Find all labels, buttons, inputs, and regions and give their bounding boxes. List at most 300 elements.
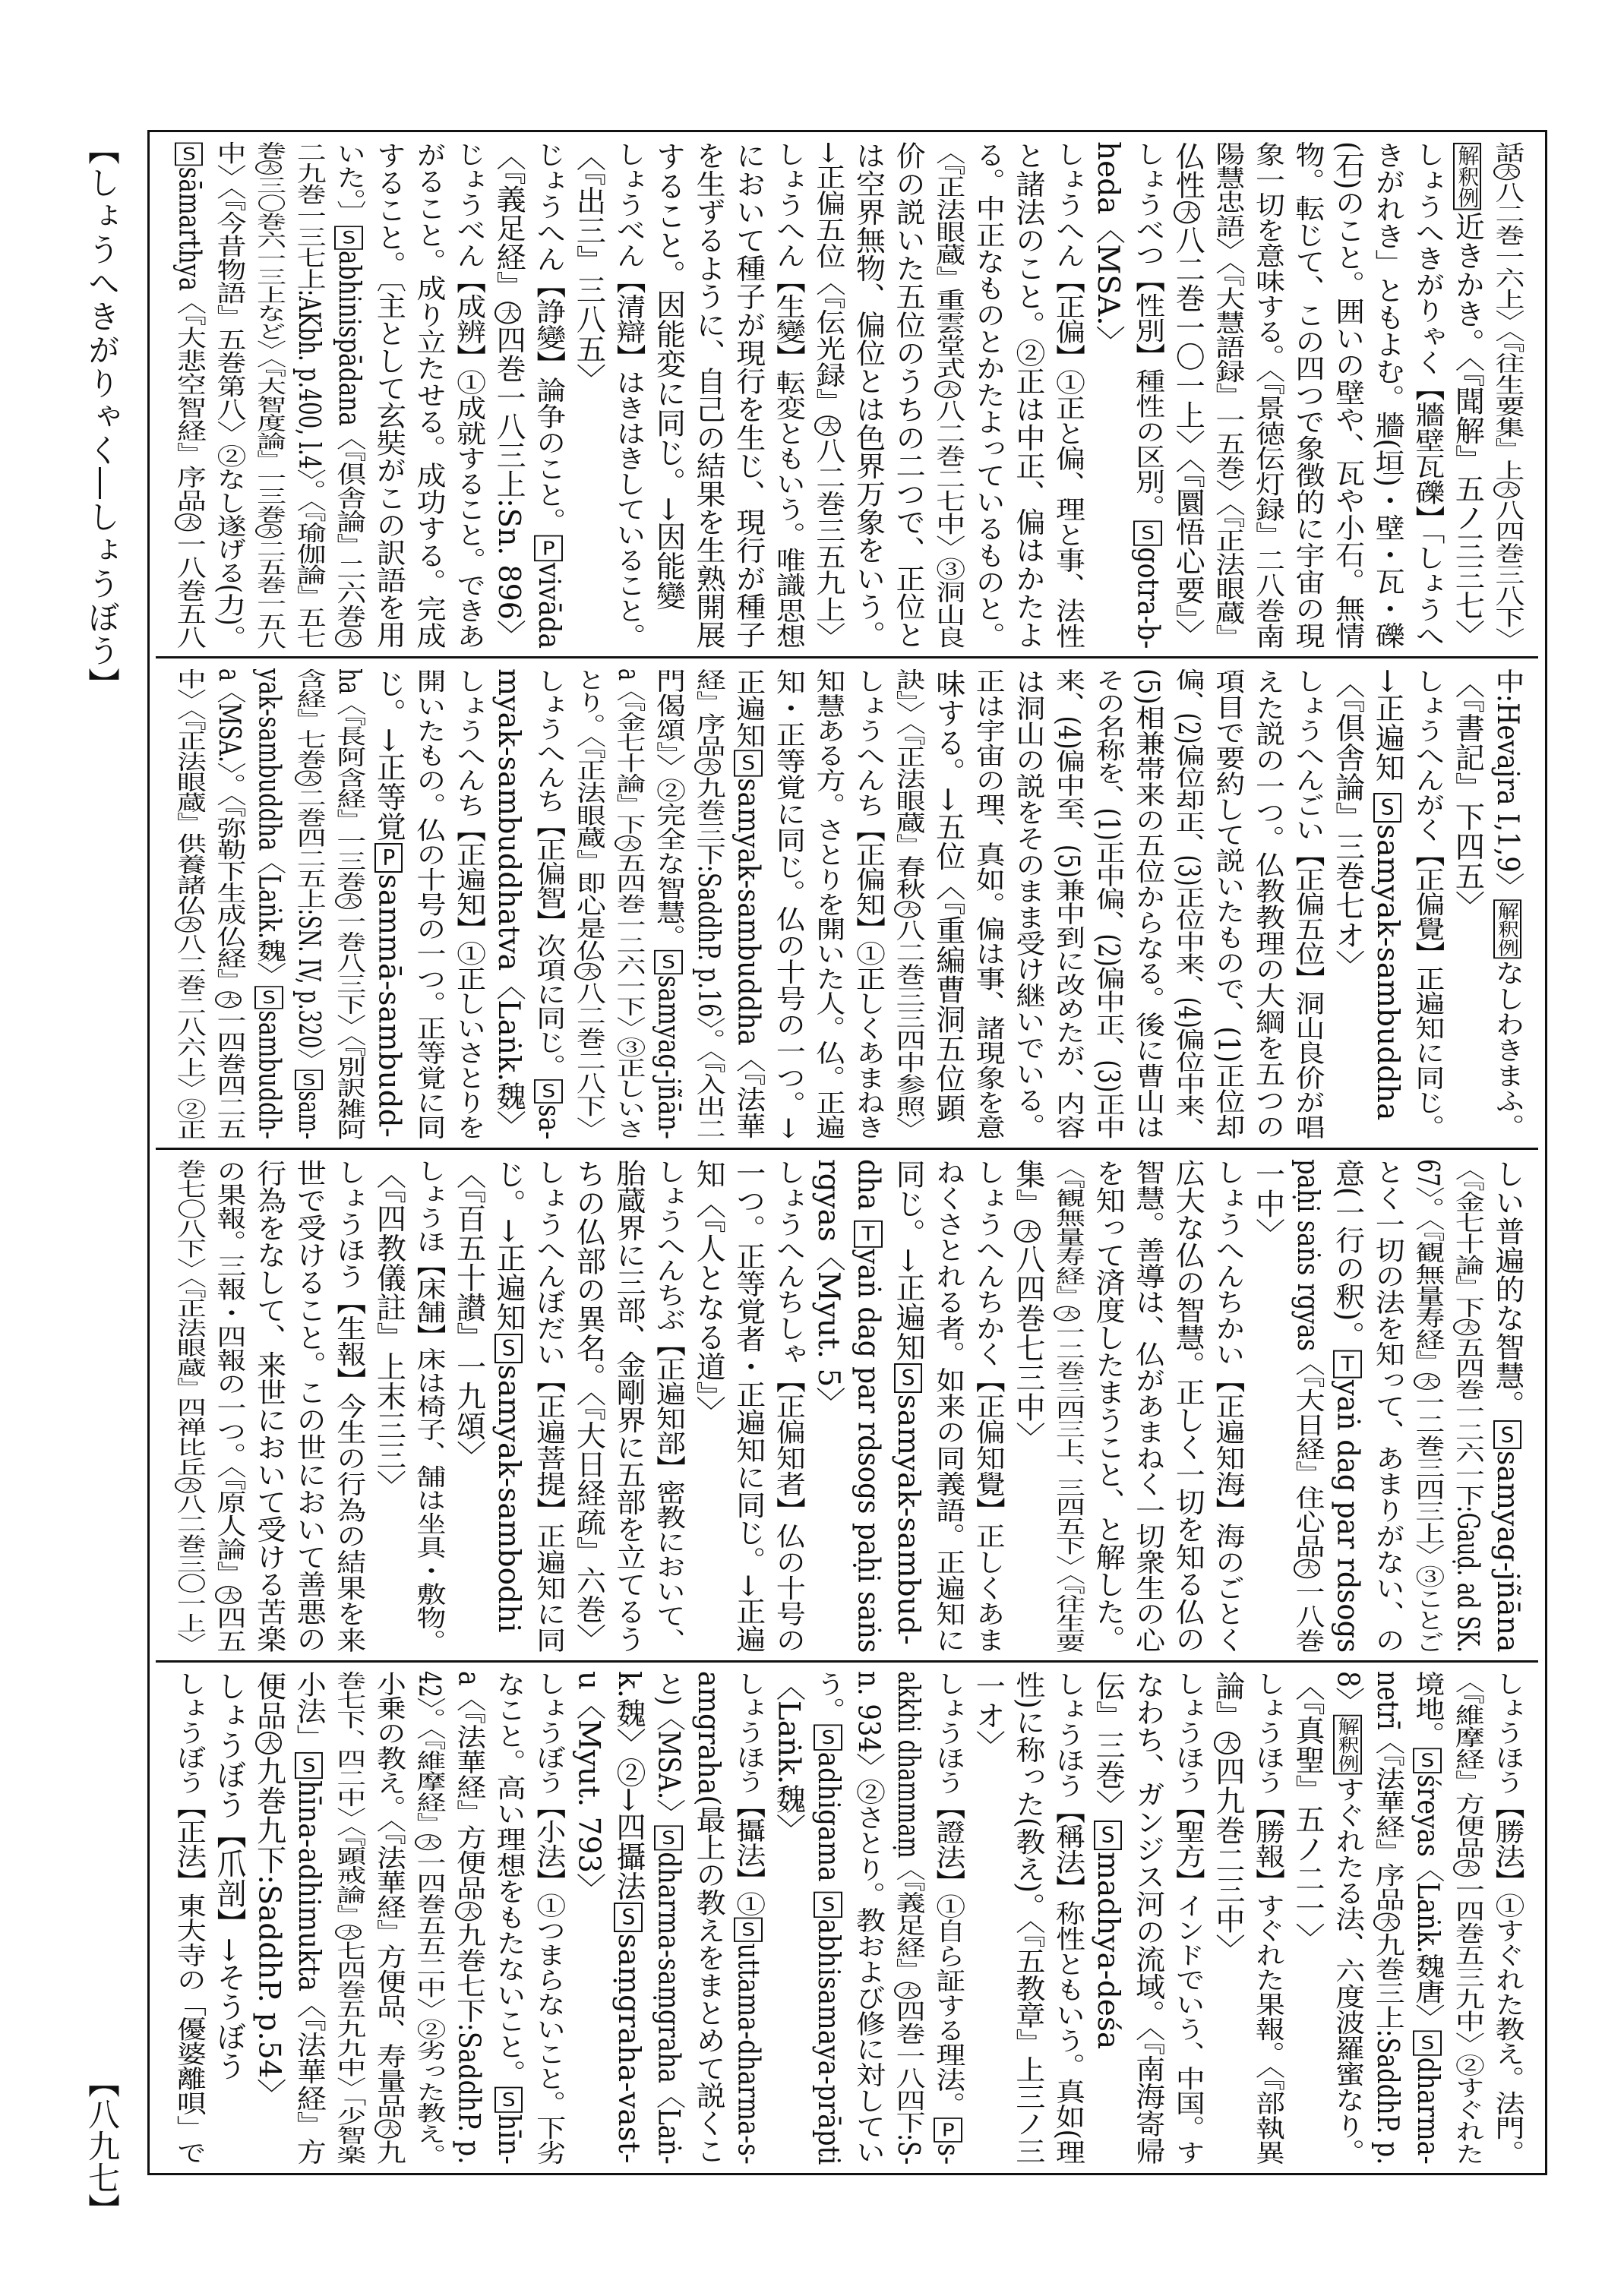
taisho-mark-icon: 大: [335, 893, 362, 909]
line-text: 〈『真聖』五ノ二一〉: [1291, 1671, 1325, 1953]
line-text: samyag-jñāna: [1490, 1450, 1524, 1653]
text-line: [1287, 1671, 1327, 2165]
taisho-mark-icon: 大: [415, 1834, 441, 1850]
line-text: 八二巻二八六上〉②正: [172, 933, 207, 1139]
text-line: [888, 141, 928, 649]
text-line: [1047, 1159, 1088, 1653]
line-text: yak-sambuddha〈Laṅk.魏〉: [251, 668, 286, 985]
text-line: [648, 668, 688, 1139]
text-line: [1287, 141, 1327, 649]
taisho-mark-icon: 大: [814, 415, 841, 436]
text-line: [408, 141, 448, 649]
text-line: [248, 668, 289, 1139]
taisho-mark-icon: 大: [1414, 1373, 1440, 1390]
line-text: rgyas〈Myut. 5〉: [810, 1159, 845, 1417]
text-line: [807, 1671, 848, 2165]
text-line: [248, 1159, 289, 1653]
language-marker-badge: T: [854, 1221, 882, 1248]
line-text: しょうほう【勝報】すぐれた果報。〈『部執異: [1250, 1671, 1285, 2165]
line-text: と)〈MSA.〉: [651, 1671, 686, 1825]
text-line: [888, 1159, 928, 1653]
line-text: とり。〈『正法眼蔵』即心是仏: [571, 668, 606, 962]
line-text: 〈『書記』下四五〉: [1450, 668, 1485, 921]
line-text: えた説の一つ。仏教教理の大綱を五つの: [1250, 668, 1285, 1139]
text-line: [1007, 1159, 1047, 1653]
text-line: [807, 1159, 848, 1653]
line-text: なこと。高い理想をもたないこと。: [491, 1671, 526, 2086]
text-line: [1047, 668, 1088, 1139]
line-text: 性)に称った(教え)。〈『五教章』上三ノ三: [1010, 1671, 1045, 2165]
text-line: [1447, 1159, 1487, 1653]
text-line: [1447, 141, 1487, 649]
tier-divider: [156, 1148, 1538, 1150]
text-line: [1167, 1671, 1208, 2165]
text-line: [368, 1671, 409, 2165]
language-marker-badge: S: [295, 1752, 323, 1779]
text-line: [289, 141, 329, 649]
line-text: 八二巻一〇一上〉〈『圜悟心要』〉: [1171, 225, 1205, 649]
line-text: きがれき」ともよむ。牆(垣)・壁・瓦・礫: [1370, 141, 1405, 649]
line-text: 広大な仏の智慧。正しく一切を知る仏の: [1171, 1159, 1205, 1653]
dictionary-tier-2: [160, 668, 1527, 1139]
text-line: [208, 1671, 248, 2165]
text-line: [688, 141, 728, 649]
dictionary-tier-1: [160, 141, 1527, 649]
line-text: 四九巻二三中〉: [1210, 1756, 1245, 1964]
line-text: hīn-: [491, 2114, 526, 2165]
line-text: しょうへんちかく【正偏知覺】正しくあま: [971, 1159, 1006, 1653]
line-text: 智慧。善導は、仏があまねく一切衆生の心: [1130, 1159, 1165, 1653]
text-line: [169, 1671, 209, 2165]
line-text: a〈『法華経』方便品: [451, 1671, 486, 1900]
text-line: [568, 668, 608, 1139]
line-text: 象一切を意味する。〈『景徳伝灯録』二八巻南: [1250, 141, 1285, 649]
text-line: [648, 1671, 688, 2165]
text-line: [608, 141, 648, 649]
text-line: [968, 1159, 1008, 1653]
line-text: 巻七下、四二中〉〈『顕戒論』: [331, 1671, 366, 1924]
line-text: しょうへんちぶ【正遍知部】密教において、: [651, 1159, 686, 1653]
line-text: 〈『四教儀註』上末三三〉: [371, 1159, 406, 1500]
text-line: [488, 668, 529, 1139]
line-text: 五四巻一二六一下:Gauḍ. ad SK.: [1450, 1336, 1485, 1653]
line-text: その名称を、(1)正中偏、(2)偏中正、(3)正中: [1091, 668, 1126, 1139]
text-line: [1447, 1671, 1487, 2165]
line-text: 一四巻五三九中〉②すぐれた: [1450, 1877, 1485, 2165]
text-line: [1127, 1671, 1167, 2165]
text-line: [728, 1671, 768, 2165]
line-text: 二巻四二五上:SN. IV, p.320〉: [292, 787, 327, 1069]
text-line: [1047, 1671, 1088, 2165]
line-text: uttama-dharma-s-: [731, 1943, 766, 2165]
line-text: しょうへんち【正偏智】次項に同じ。: [531, 668, 566, 1078]
text-line: [1487, 141, 1527, 649]
line-text: samyak-sambuddha〈『法華: [731, 778, 766, 1139]
line-text: じ。→正遍知: [491, 1159, 526, 1332]
line-text: 知〈『人となる道』〉: [691, 1159, 726, 1426]
language-marker-badge: S: [1413, 1748, 1441, 1773]
line-text: ha〈『長阿含経』一三巻: [331, 668, 366, 892]
line-text: 来、(4)偏中至、(5)兼中到に改めたが、内容: [1051, 668, 1085, 1139]
text-line: [169, 141, 209, 649]
taisho-mark-icon: 大: [1214, 1732, 1240, 1754]
line-text: 伝』三巻〉: [1091, 1671, 1126, 1819]
line-text: dha: [851, 1159, 886, 1219]
text-line: [328, 668, 368, 1139]
text-line: [528, 668, 568, 1139]
text-line: [448, 1671, 488, 2165]
text-line: [1007, 668, 1047, 1139]
text-line: [1407, 1671, 1447, 2165]
line-text: 行為をなして、来世において受ける苦楽: [251, 1159, 286, 1653]
line-text: 八二巻三三四中参照〉: [891, 918, 926, 1139]
language-marker-badge: S: [494, 2087, 523, 2113]
text-line: [968, 668, 1008, 1139]
text-line: [968, 141, 1008, 649]
text-line: [927, 1159, 968, 1653]
line-text: →正遍知: [1370, 668, 1405, 792]
text-line: [1167, 668, 1208, 1139]
language-marker-badge: T: [1333, 1350, 1361, 1379]
line-text: 一八巻五八: [172, 532, 207, 649]
line-text: 九巻九下:SaddhP. p.54〉: [251, 1756, 286, 2108]
language-marker-badge: 解釈例: [1333, 1715, 1361, 1775]
line-text: とく一切の法を知って、あまりがない、の: [1370, 1159, 1405, 1653]
language-marker-badge: S: [1094, 1821, 1122, 1850]
taisho-mark-icon: 大: [494, 302, 521, 324]
line-text: amgraha(最上の教えをまとめて説くこ: [691, 1671, 726, 2165]
language-marker-badge: S: [534, 1079, 562, 1104]
language-marker-badge: P: [374, 843, 403, 873]
text-line: [1447, 668, 1487, 1139]
language-marker-badge: S: [614, 1903, 642, 1932]
taisho-mark-icon: 大: [175, 1477, 201, 1492]
line-text: dharma-saṃgraha〈Laṅ-: [651, 1852, 686, 2165]
language-marker-badge: 解釈例: [1493, 899, 1521, 958]
line-text: 正は宇宙の理、真如。偏は事、諸現象を意: [971, 668, 1006, 1139]
line-text: しい普遍的な智慧。: [1490, 1159, 1524, 1420]
line-text: 〈『出三』三八五〉: [571, 141, 606, 393]
line-text: 九巻三下:SaddhP. p.16〉。〈『入出二: [691, 776, 726, 1139]
line-text: 四巻一八四下:S-: [891, 2000, 926, 2165]
line-text: 中〉〈『今昔物語』五巻第八〉②なし遂げる(力)。: [212, 141, 246, 649]
text-line: [848, 668, 888, 1139]
line-text: adhigama: [810, 1751, 845, 1890]
text-line: [1487, 668, 1527, 1139]
line-text: しょうほう【稱法】称性ともいう。真如(理: [1051, 1671, 1085, 2165]
text-line: [848, 1671, 888, 2165]
line-text: 陽慧忠語〉〈『大慧語録』一五巻〉〈『正法眼蔵』: [1210, 141, 1245, 649]
text-line: [1167, 1159, 1208, 1653]
line-text: 〈『倶舎論』三巻七オ〉: [1330, 668, 1365, 980]
line-text: 三〇巻六一三上など〉〈『大智度論』一三巻: [251, 175, 286, 523]
line-text: しょうほう【勝法】①すぐれた教え。法門。: [1490, 1671, 1524, 2165]
line-text: 仏性: [1171, 141, 1205, 200]
text-line: [608, 1159, 648, 1653]
text-line: [608, 1671, 648, 2165]
text-line: [1127, 141, 1167, 649]
line-text: は空界無物、偏位とは色界万象をいう。: [851, 141, 886, 649]
line-text: しょうへんごい【正偏五位】洞山良价が唱: [1291, 668, 1325, 1139]
taisho-mark-icon: 大: [1294, 1559, 1320, 1578]
line-text: u〈Myut. 793〉: [571, 1671, 606, 1903]
line-text: 八二巻三〇一上〉: [172, 1494, 207, 1653]
taisho-mark-icon: 大: [934, 381, 961, 398]
line-text: 話: [1490, 141, 1524, 163]
line-text: 八四巻七三中〉: [1010, 1244, 1045, 1452]
line-text: 〈『維摩経』方便品: [1450, 1671, 1485, 1859]
line-text: る。中正なものとかたよっているものと。: [971, 141, 1006, 649]
line-text: しょうへん【生變】転変ともいう。唯識思想: [771, 141, 806, 649]
text-line: [169, 668, 209, 1139]
line-text: 物。転じて、この四つで象徴的に宇宙の現: [1291, 141, 1325, 649]
taisho-mark-icon: 大: [1054, 1306, 1080, 1321]
text-line: [208, 1159, 248, 1653]
line-text: しょうべん【清辯】はきはきしていること。: [611, 141, 646, 649]
line-text: しょうほう【聖方】インドでいう、中国。す: [1171, 1671, 1205, 2165]
taisho-mark-icon: 大: [1373, 1912, 1400, 1931]
line-text: しょうほ【床舗】床は椅子、舗は坐具・敷物。: [411, 1159, 446, 1653]
text-line: [328, 141, 368, 646]
language-marker-badge: S: [1413, 2031, 1441, 2056]
taisho-mark-icon: 大: [255, 160, 282, 175]
line-text: 意(一行の釈)。: [1330, 1159, 1365, 1350]
text-line: [1087, 668, 1127, 1139]
text-line: [768, 668, 808, 1139]
text-line: [1087, 1671, 1127, 2165]
line-text: a〈MSA.〉。〈『弥勒下生成仏経』: [212, 668, 246, 990]
line-text: netrī〈『法華経』序品: [1370, 1671, 1405, 1912]
text-line: [848, 1159, 888, 1653]
line-text: なしわきまふ。: [1490, 959, 1524, 1139]
line-text: しょうへんちかい【正遍知海】海のごとく: [1210, 1159, 1245, 1653]
line-text: 四五: [212, 1605, 246, 1653]
line-text: 訣』〉〈『正法眼蔵』春秋: [891, 668, 926, 900]
line-text: 胎蔵界に三部、金剛界に五部を立てるう: [611, 1159, 646, 1653]
language-marker-badge: S: [1133, 521, 1161, 546]
text-line: [688, 1159, 728, 1653]
taisho-mark-icon: 大: [1453, 1859, 1480, 1876]
line-text: abhisamaya-prāpti: [810, 1919, 845, 2165]
line-text: じ。→正等覚: [371, 668, 406, 842]
text-line: [927, 141, 968, 649]
text-line: [368, 668, 409, 1139]
taisho-mark-icon: 大: [255, 524, 282, 538]
text-line: [1327, 1671, 1367, 2165]
line-text: 中〉〈『正法眼蔵』供養諸仏: [172, 668, 207, 916]
taisho-mark-icon: 大: [335, 1925, 362, 1940]
line-text: 一八巻: [1291, 1579, 1325, 1653]
taisho-mark-icon: 大: [335, 630, 362, 648]
line-text: 〈『正法眼蔵』重雲堂式: [930, 141, 965, 380]
line-text: 八二巻一六上〉〈『往生要集』上: [1490, 181, 1524, 481]
line-text: 八二巻二七中〉③洞山良: [930, 399, 965, 649]
line-text: vivāda: [531, 562, 566, 649]
line-text: 巻: [251, 141, 286, 160]
text-line: [248, 1671, 289, 2165]
line-text: 42〉。〈『維摩経』: [411, 1671, 446, 1833]
text-line: [1327, 1159, 1367, 1653]
page-frame-top: [147, 130, 1547, 132]
text-line: [289, 668, 329, 1139]
line-text: 偏、(2)偏位却正、(3)正位中来、(4)偏位中来、: [1171, 668, 1205, 1139]
line-text: 价の説いた五位のうちの二つで、正位と: [891, 141, 926, 649]
line-text: しょうへんち【正偏知】①正しくあまねき: [851, 668, 886, 1139]
text-line: [1287, 1159, 1327, 1653]
language-marker-badge: 解釈例: [1453, 143, 1481, 210]
text-line: [888, 1671, 928, 2165]
text-line: [488, 1671, 529, 2165]
text-line: [488, 141, 529, 649]
line-text: の果報。三報・四報の一つ。〈『原人論』: [212, 1159, 246, 1585]
text-line: [248, 141, 289, 649]
line-text: 一四巻四二五: [212, 1009, 246, 1139]
line-text: しょうべつ【性別】種性の区別。: [1130, 141, 1165, 520]
line-text: paḥi saṅs rgyas〈『大日経』住心品: [1291, 1159, 1325, 1559]
line-text: ねくさとれる者。如来の同義語。正遍知に: [930, 1159, 965, 1653]
text-line: [488, 1159, 529, 1653]
line-text: madhya-deśa: [1091, 1852, 1126, 2050]
line-text: は洞山の説をそのまま受け継いでいる。: [1010, 668, 1045, 1139]
line-text: 八二巻三五九上〉: [810, 437, 845, 649]
text-line: [1367, 1159, 1408, 1653]
line-text: 二五巻一五八: [251, 538, 286, 649]
line-text: akkhi dhammaṃ〈『義足経』: [891, 1671, 926, 1981]
text-line: [448, 668, 488, 1139]
line-text: しょうほう【生報】今生の行為の結果を来: [331, 1159, 366, 1653]
taisho-mark-icon: 大: [1014, 1220, 1041, 1243]
text-line: [1247, 141, 1288, 649]
line-text: samyak-sambuddha: [1370, 824, 1405, 1121]
text-line: [1247, 668, 1288, 1139]
line-text: 知・正等覚に同じ。仏の十号の一つ。→: [771, 668, 806, 1139]
text-line: [1207, 141, 1247, 649]
line-text: 四巻一八三上:Sn. 896〉: [491, 325, 526, 649]
line-text: 〈『百五十讃』一九頌〉: [451, 1159, 486, 1470]
text-line: [1207, 1671, 1247, 2165]
text-line: [768, 1671, 808, 2165]
line-text: しょうほう【證法】①自ら証する理法。: [930, 1671, 965, 2117]
line-text: 八二巻二八下〉: [571, 981, 606, 1139]
line-text: 五四巻一二六一下〉③正しいさ: [611, 852, 646, 1139]
line-text: 含経』七巻: [292, 668, 327, 770]
line-text: 8〉: [1330, 1671, 1365, 1713]
taisho-mark-icon: 大: [894, 901, 921, 917]
text-line: [1247, 1159, 1288, 1653]
line-text: ちの仏部の異名。〈『大日経疏』六巻〉: [571, 1159, 606, 1653]
taisho-mark-icon: 大: [175, 917, 201, 933]
line-text: sam-: [292, 1091, 327, 1139]
text-line: [688, 1671, 728, 2165]
line-text: 経』序品: [691, 668, 726, 757]
language-marker-badge: S: [654, 949, 682, 974]
text-line: [448, 141, 488, 649]
text-line: [1207, 668, 1247, 1139]
text-line: [888, 668, 928, 1139]
taisho-mark-icon: 大: [215, 991, 242, 1008]
text-line: [1007, 141, 1047, 649]
taisho-mark-icon: 大: [1493, 482, 1520, 498]
text-line: [1407, 141, 1447, 649]
text-line: [1407, 668, 1447, 1139]
line-text: heda〈MSA.〉: [1091, 141, 1126, 355]
line-text: 二九巻一三七上:AKbh. p.400, l.4〉。〈『瑜伽論』五七: [292, 141, 327, 649]
text-line: [328, 1159, 368, 1653]
language-marker-badge: S: [295, 1069, 323, 1090]
language-marker-badge: P: [534, 535, 562, 561]
text-line: [568, 1159, 608, 1653]
line-text: (石)のこと。囲いの壁や、瓦や小石。無情: [1330, 141, 1365, 649]
text-line: [1087, 141, 1127, 649]
text-line: [1207, 1159, 1247, 1653]
language-marker-badge: S: [654, 1826, 682, 1851]
text-line: [1487, 1159, 1527, 1653]
taisho-mark-icon: 大: [1453, 1319, 1480, 1335]
line-text: しょうほう【攝法】①: [731, 1671, 766, 1916]
line-text: がること。成り立たせる。成功する。完成: [411, 141, 446, 649]
text-line: [1367, 1671, 1408, 2165]
language-marker-badge: S: [1373, 793, 1401, 823]
line-text: しょうへんぼだい【正遍菩提】正遍知に同: [531, 1159, 566, 1653]
line-text: 一オ〉: [971, 1671, 1006, 1760]
line-text: samyak-sambud-: [891, 1394, 926, 1645]
text-line: [1167, 141, 1208, 649]
line-text: 論』: [1210, 1671, 1245, 1730]
line-text: 八四巻三八下〉: [1490, 499, 1524, 649]
line-text: 同じ。→正遍知: [891, 1159, 926, 1362]
text-line: [1487, 1671, 1527, 2165]
line-text: 〈『観無量寿経』: [1051, 1159, 1085, 1306]
text-line: [568, 1671, 608, 2165]
line-text: 一つ。正等覚者・正遍知に同じ。→正遍: [731, 1159, 766, 1653]
text-line: [807, 668, 848, 1139]
line-text: 知慧ある方。さとりを開いた人。仏。正遍: [810, 668, 845, 1139]
line-text: yaṅ dag par rdsogs paḥi saṅs: [851, 1249, 886, 1653]
line-text: sammā-sambudd-: [371, 873, 406, 1138]
taisho-mark-icon: 大: [1174, 201, 1200, 224]
line-text: sa-: [531, 1104, 566, 1139]
line-text: しょうぼう【正法】東大寺の「優婆離唄」で: [172, 1671, 207, 2165]
line-text: samyak-sambodhi: [491, 1364, 526, 1633]
line-text: 正遍知: [731, 668, 766, 749]
line-text: gotra-b-: [1130, 547, 1165, 649]
taisho-mark-icon: 大: [1493, 164, 1520, 181]
line-text: いた。〕: [331, 141, 366, 225]
line-text: 一四巻五五二中〉②劣った教え。: [411, 1851, 446, 2165]
text-line: [1047, 141, 1088, 649]
page-frame-left: [147, 130, 150, 2175]
line-text: yaṅ dag par rdsogs: [1330, 1379, 1365, 1653]
taisho-mark-icon: 大: [615, 835, 641, 851]
taisho-mark-icon: 大: [175, 513, 201, 532]
line-text: しょうへんがく【正偏覺】正遍知に同じ。: [1410, 668, 1445, 1139]
text-line: [688, 668, 728, 1139]
line-text: なわち、ガンジス河の流域。〈『南海寄帰: [1130, 1671, 1165, 2165]
taisho-mark-icon: 大: [255, 1732, 282, 1754]
text-line: [1087, 1159, 1127, 1653]
text-line: [1127, 1159, 1167, 1653]
tier-divider: [156, 656, 1538, 658]
line-text: dharma-: [1410, 2057, 1445, 2165]
line-text: 一巻八三下〉〈『別訳雑阿: [331, 910, 366, 1139]
text-line: [1367, 141, 1408, 649]
line-text: 便品: [251, 1671, 286, 1730]
text-line: [1007, 1671, 1047, 2165]
page-frame-right: [1545, 130, 1547, 2175]
line-text: myak-sambuddhatva〈Laṅk.魏〉: [491, 668, 526, 1139]
text-line: [528, 1159, 568, 1653]
line-text: sāmarthya〈『大悲空智経』序品: [172, 166, 207, 513]
